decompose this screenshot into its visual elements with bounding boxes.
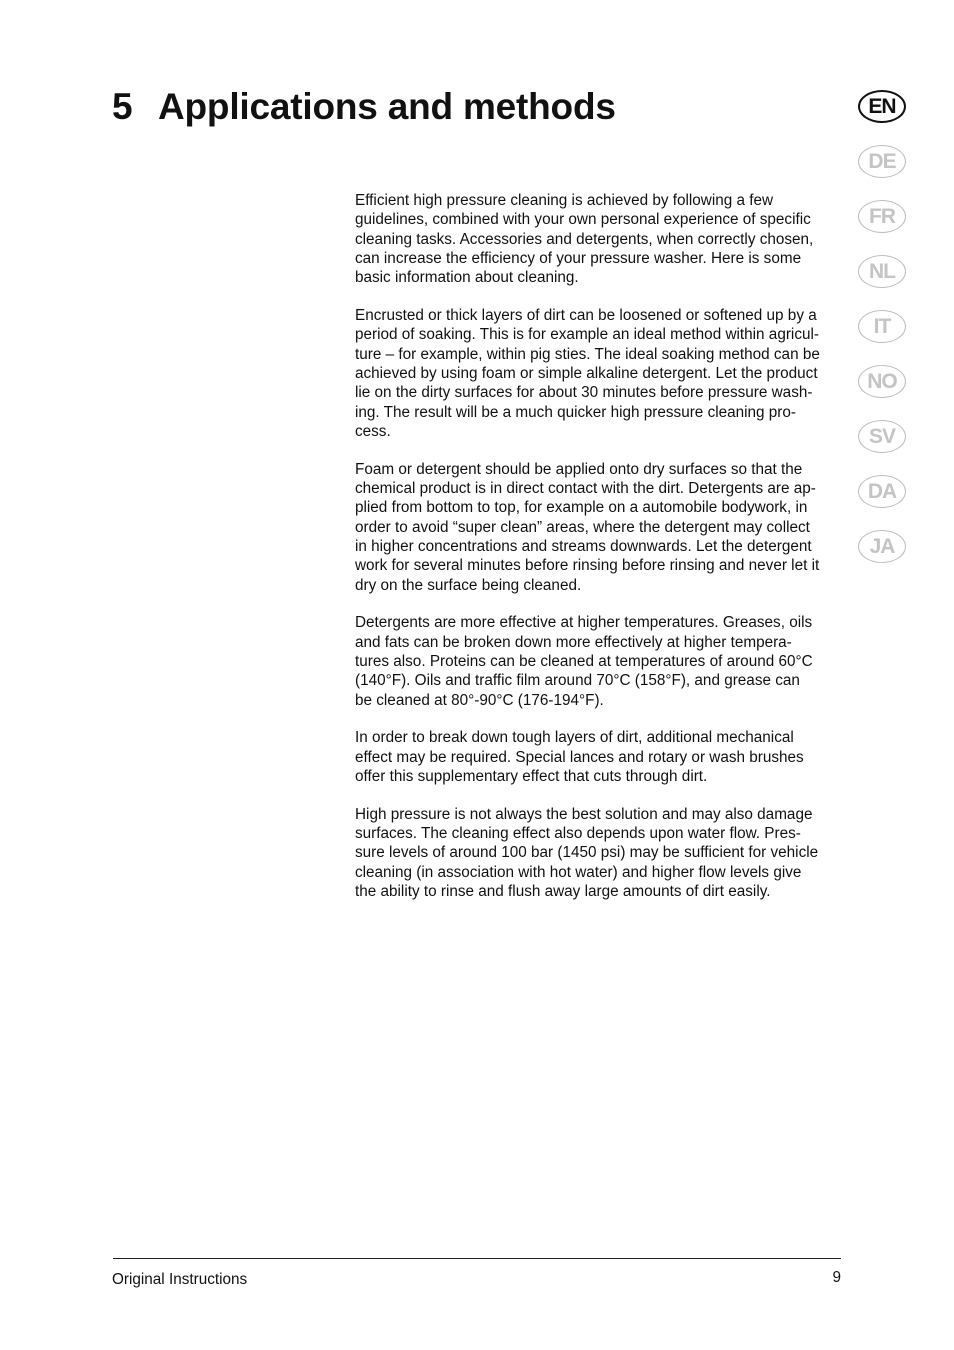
- language-tab-it[interactable]: IT: [858, 310, 906, 343]
- body-text: [355, 191, 845, 920]
- footer-divider: [113, 1258, 841, 1259]
- language-tab-fr[interactable]: FR: [858, 200, 906, 233]
- paragraph-pressure: High pressure is not always the best solution and may also damage surfaces. The cleaning effect also depends upon water flow. Pres- sure levels of around 100 bar (1450 psi) may be sufficient for vehicle cleaning (in association with hot water) and higher flow levels give the ability to rinse and flush away large amounts of dirt easily.: [355, 805, 819, 901]
- paragraph-soaking: Encrusted or thick layers of dirt can be loosened or softened up by a period of soaking. This is for example an ideal method within agricul- ture – for example, within pig sties. The ideal soaking method can be achieved by using foam or simple alkaline detergent. Let the product lie on the dirty surfaces for about 30 minutes before pressure wash- ing. The result will be a much quicker high pressure cleaning pro- cess.: [355, 307, 820, 441]
- language-tab-sv[interactable]: SV: [858, 420, 906, 453]
- paragraph-detergent-application: Foam or detergent should be applied onto dry surfaces so that the chemical product is in direct contact with the dirt. Detergents are ap- plied from bottom to top, for example on a automobile bodywork, in order to avoid “super clean” areas, where the detergent may collect in higher concentrations and streams downwards. Let the detergent work for several minutes before rinsing before rinsing and never let it dry on the surface being cleaned.: [355, 460, 820, 594]
- language-tab-nl[interactable]: NL: [858, 255, 906, 288]
- paragraph-intro: Efficient high pressure cleaning is achieved by following a few guidelines, combined with your own personal experience of specific cleaning tasks. Accessories and detergents, when correctly chosen, can increase the efficiency of your pressure washer. Here is some basic information about cleaning.: [355, 192, 814, 287]
- section-number: 5: [112, 86, 133, 127]
- page-number: 9: [832, 1269, 841, 1286]
- language-tab-de[interactable]: DE: [858, 145, 906, 178]
- page-title: [112, 84, 616, 130]
- language-tab-da[interactable]: DA: [858, 475, 906, 508]
- language-tab-no[interactable]: NO: [858, 365, 906, 398]
- language-tabs: [858, 90, 912, 585]
- paragraph-temperature: Detergents are more effective at higher temperatures. Greases, oils and fats can be broken down more effectively at higher tempera- tures also. Proteins can be cleaned at temperatures of around 60°C (140°F). Oils and traffic film around 70°C (158°F), and grease can be cleaned at 80°-90°C (176-194°F).: [355, 614, 813, 709]
- footer-label: Original Instructions: [112, 1271, 248, 1288]
- paragraph-mechanical-effect: In order to break down tough layers of dirt, additional mechanical effect may be required. Special lances and rotary or wash brushes offer this supplementary effect that cuts through dirt.: [355, 729, 804, 786]
- language-tab-ja[interactable]: JA: [858, 530, 906, 563]
- section-title: Applications and methods: [158, 86, 616, 127]
- language-tab-en[interactable]: EN: [858, 90, 906, 123]
